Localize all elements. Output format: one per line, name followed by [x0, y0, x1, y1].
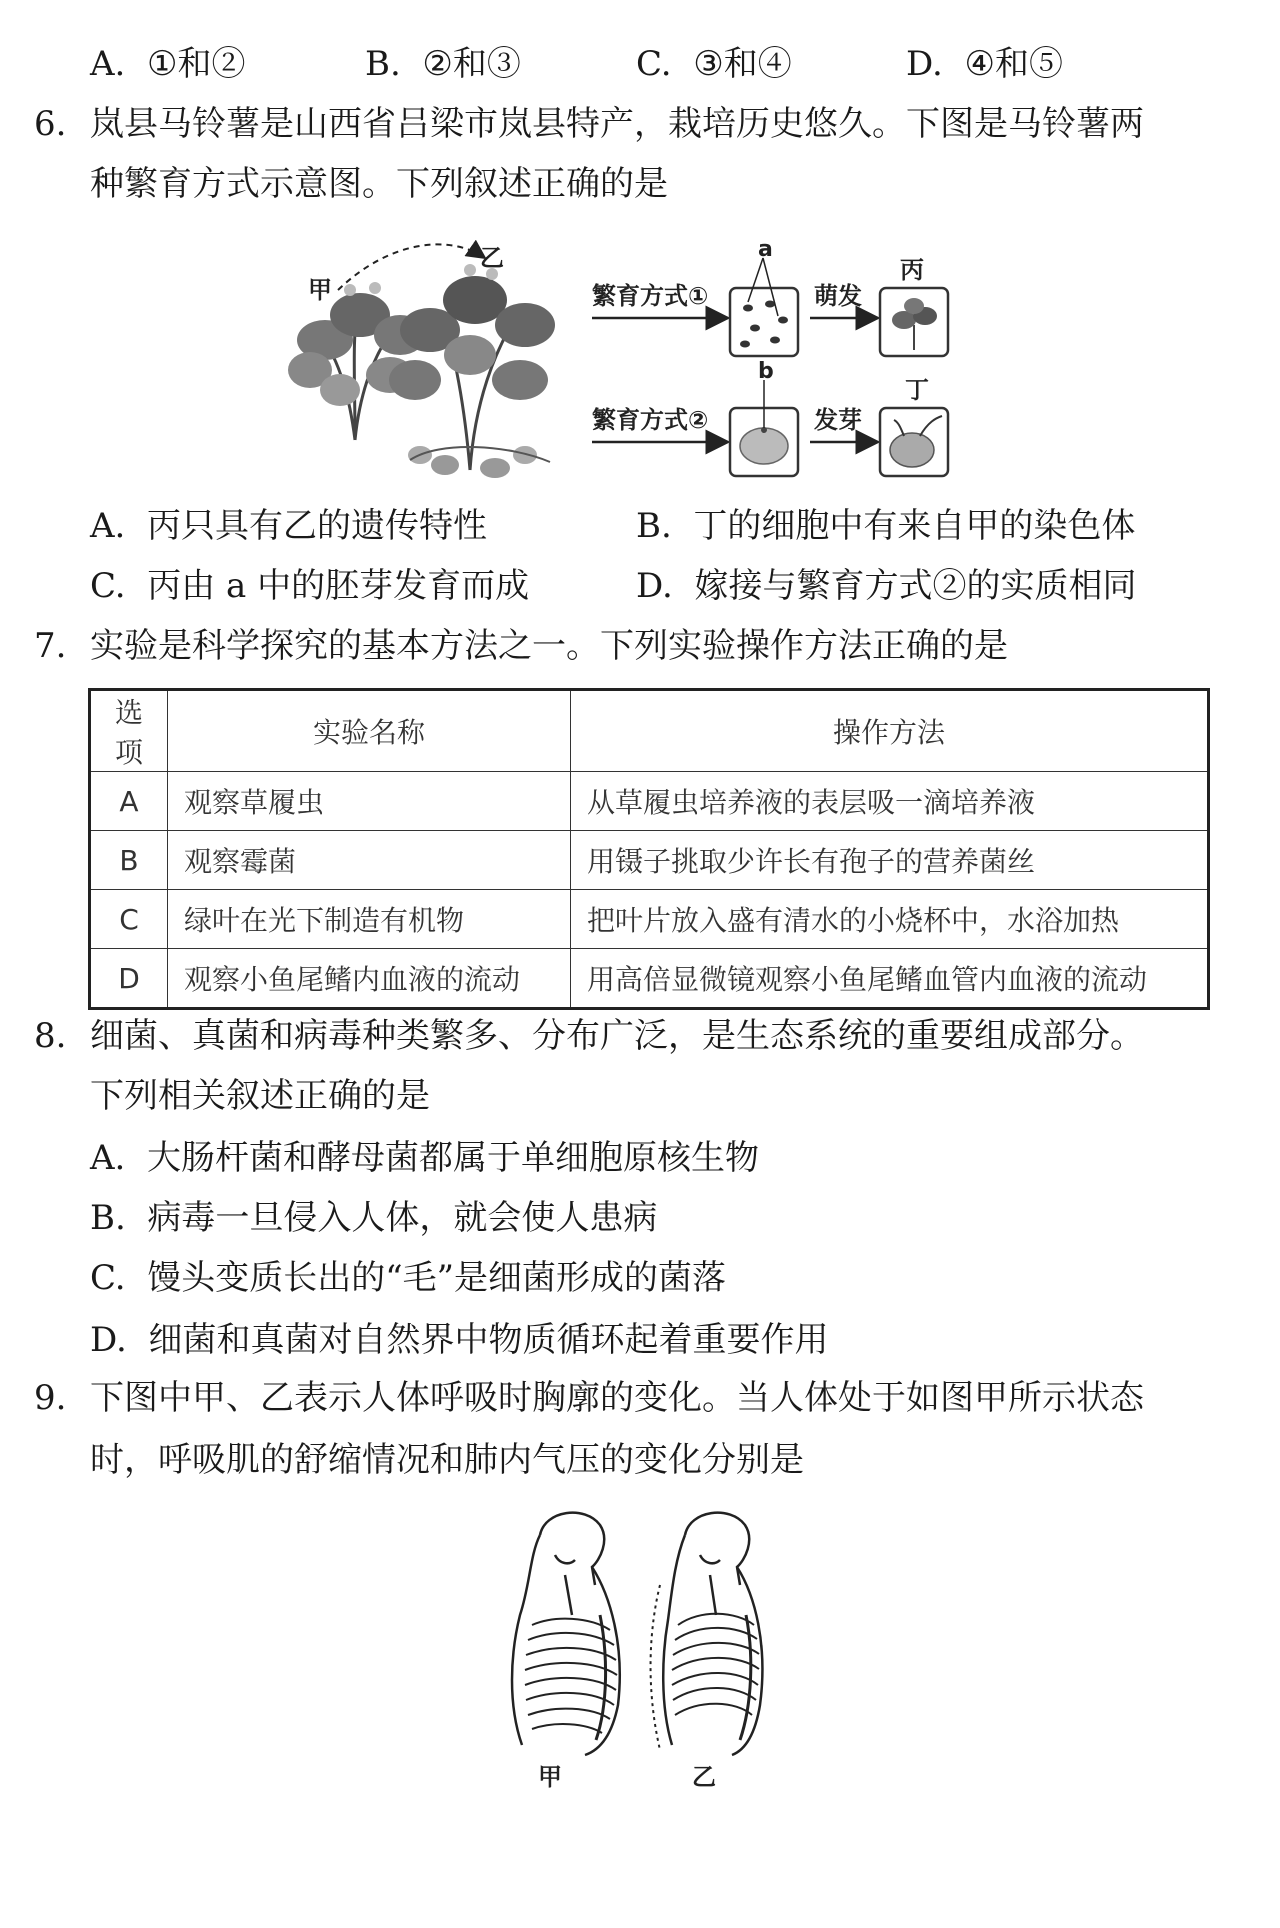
- q6-option-d[interactable]: D. 嫁接与繁育方式②的实质相同: [636, 566, 1137, 606]
- q5-option-c[interactable]: C. ③和④: [636, 44, 792, 84]
- q7-stem-line1: 实验是科学探究的基本方法之一。下列实验操作方法正确的是: [90, 626, 1008, 666]
- table-cell-name: 观察小鱼尾鳍内血液的流动: [168, 949, 571, 1009]
- table-cell-option: B: [90, 831, 168, 890]
- label-method-2: 繁育方式②: [592, 406, 709, 434]
- label-method-1: 繁育方式①: [592, 282, 709, 310]
- table-header-name: 实验名称: [168, 690, 571, 772]
- label-ding: 丁: [905, 376, 929, 404]
- label-jia-thorax: 甲: [538, 1763, 562, 1790]
- q5-option-d[interactable]: D. ④和⑤: [906, 44, 1063, 84]
- label-jia: 甲: [308, 276, 332, 304]
- plant-jia-illustration: [288, 282, 426, 440]
- label-b: b: [758, 359, 774, 384]
- q8-stem-line2: 下列相关叙述正确的是: [90, 1076, 430, 1116]
- q6-stem-line2: 种繁育方式示意图。下列叙述正确的是: [90, 164, 668, 204]
- thorax-jia-illustration: [512, 1513, 620, 1755]
- q6-stem-line1: 岚县马铃薯是山西省吕梁市岚县特产，栽培历史悠久。下图是马铃薯两: [90, 104, 1144, 144]
- table-cell-method: 从草履虫培养液的表层吸一滴培养液: [571, 772, 1209, 831]
- q5-option-a[interactable]: A. ①和②: [90, 44, 246, 84]
- label-yi: 乙: [480, 244, 504, 272]
- label-sprout-2: 发芽: [814, 406, 862, 434]
- table-row: [90, 772, 1209, 831]
- q8-option-d[interactable]: D. 细菌和真菌对自然界中物质循环起着重要作用: [90, 1320, 829, 1360]
- table-cell-option: A: [90, 772, 168, 831]
- label-a: a: [758, 240, 773, 262]
- label-yi-thorax: 乙: [692, 1763, 716, 1790]
- seed-box: [730, 288, 798, 356]
- table-row: [90, 890, 1209, 949]
- table-header-option: 选项: [90, 690, 168, 772]
- label-sprout-1: 萌发: [814, 282, 862, 310]
- plant-yi-illustration: [389, 264, 555, 478]
- table-header-method: 操作方法: [571, 690, 1209, 772]
- table-cell-method: 用镊子挑取少许长有孢子的营养菌丝: [571, 831, 1209, 890]
- table-cell-name: 绿叶在光下制造有机物: [168, 890, 571, 949]
- table-row: [90, 831, 1209, 890]
- table-row: [90, 949, 1209, 1009]
- q6-number: 6.: [34, 104, 67, 144]
- table-cell-option: C: [90, 890, 168, 949]
- q8-option-a[interactable]: A. 大肠杆菌和酵母菌都属于单细胞原核生物: [90, 1138, 759, 1178]
- table-header-row: [90, 690, 1209, 772]
- q8-option-c[interactable]: C. 馒头变质长出的“毛”是细菌形成的菌落: [90, 1258, 727, 1298]
- thorax-yi-illustration: [651, 1513, 763, 1755]
- q8-number: 8.: [34, 1016, 67, 1056]
- q6-figure-propagation: [280, 240, 980, 486]
- q6-option-b[interactable]: B. 丁的细胞中有来自甲的染色体: [636, 506, 1136, 546]
- table-cell-method: 把叶片放入盛有清水的小烧杯中，水浴加热: [571, 890, 1209, 949]
- q7-experiment-table: [88, 688, 1210, 1010]
- q9-figure-thorax: [500, 1505, 790, 1790]
- table-cell-name: 观察霉菌: [168, 831, 571, 890]
- q6-option-c[interactable]: C. 丙由 a 中的胚芽发育而成: [90, 566, 530, 606]
- q9-stem-line1: 下图中甲、乙表示人体呼吸时胸廓的变化。当人体处于如图甲所示状态: [90, 1378, 1144, 1418]
- table-cell-method: 用高倍显微镜观察小鱼尾鳍血管内血液的流动: [571, 949, 1209, 1009]
- q5-option-b[interactable]: B. ②和③: [365, 44, 521, 84]
- table-cell-option: D: [90, 949, 168, 1009]
- label-bing: 丙: [900, 256, 924, 284]
- q9-stem-line2: 时，呼吸肌的舒缩情况和肺内气压的变化分别是: [90, 1440, 804, 1480]
- q6-option-a[interactable]: A. 丙只具有乙的遗传特性: [90, 506, 487, 546]
- q9-number: 9.: [34, 1378, 67, 1418]
- q7-number: 7.: [34, 626, 67, 666]
- q8-stem-line1: 细菌、真菌和病毒种类繁多、分布广泛，是生态系统的重要组成部分。: [90, 1016, 1144, 1056]
- q8-option-b[interactable]: B. 病毒一旦侵入人体，就会使人患病: [90, 1198, 658, 1238]
- table-cell-name: 观察草履虫: [168, 772, 571, 831]
